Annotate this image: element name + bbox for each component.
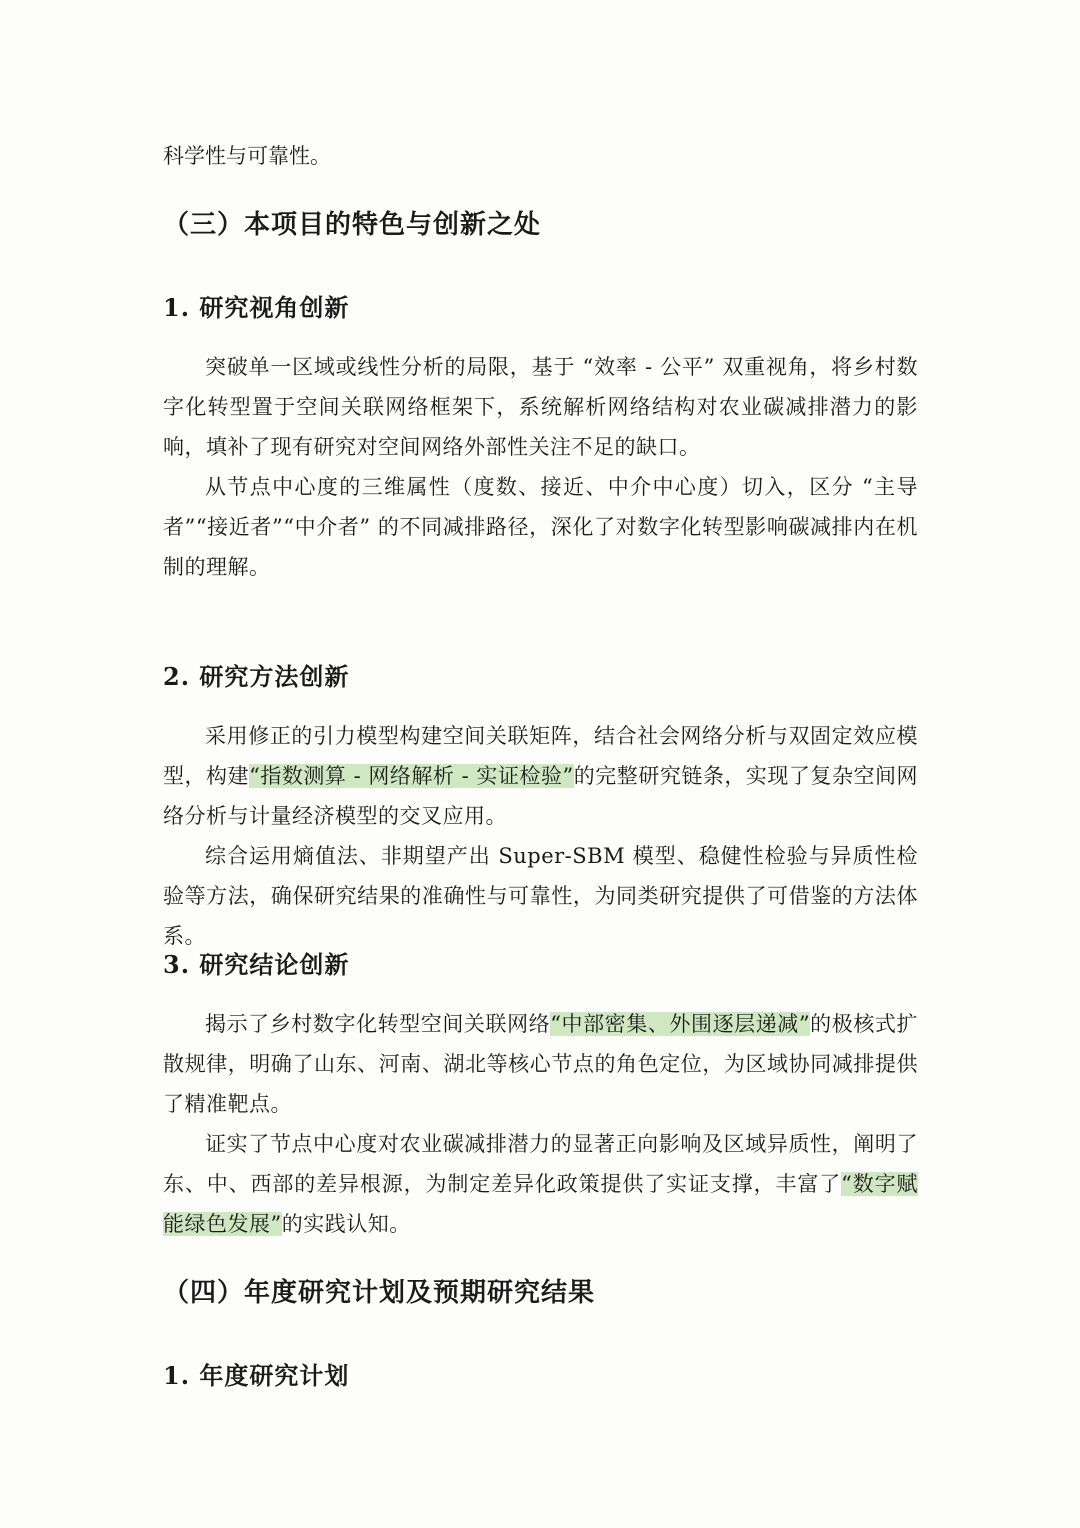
text-run: 揭示了乡村数字化转型空间关联网络 [205, 1012, 551, 1036]
subsection-1-body [163, 347, 918, 587]
subsection-1-title: 1. 研究视角创新 [163, 293, 350, 322]
subsection-2-body [163, 716, 918, 956]
text-run: 的极核式扩散规律，明确了山东、河南、湖北等核心节点的角色定位，为区域协同减排提供了精准靶点。 [163, 1012, 918, 1116]
text-run: 证实了节点中心度对农业碳减排潜力的显著正向影响及区域异质性，阐明了东、中、西部的差异根源，为制定差异化政策提供了实证支撑，丰富了 [163, 1132, 918, 1196]
paragraph [163, 1004, 918, 1124]
highlighted-phrase: “指数测算 - 网络解析 - 实证检验” [249, 764, 574, 788]
text-run: 采用修正的引力模型构建空间关联矩阵，结合社会网络分析与双固定效应模型，构建 [163, 724, 918, 788]
text-run: 的实践认知。 [281, 1212, 411, 1236]
section-3-title: （三）本项目的特色与创新之处 [163, 210, 542, 240]
highlighted-phrase: “数字赋能绿色发展” [163, 1172, 918, 1236]
paragraph: 综合运用熵值法、非期望产出 Super-SBM 模型、稳健性检验与异质性检验等方法，确保研究结果的准确性与可靠性，为同类研究提供了可借鉴的方法体系。 [163, 844, 918, 948]
subsection-3-body [163, 1004, 918, 1244]
paragraph: 从节点中心度的三维属性（度数、接近、中介中心度）切入，区分 “主导者”“接近者”“中介者” 的不同减排路径，深化了对数字化转型影响碳减排内在机制的理解。 [163, 475, 918, 579]
section-4-title: （四）年度研究计划及预期研究结果 [163, 1278, 596, 1308]
text-run: 的完整研究链条，实现了复杂空间网络分析与计量经济模型的交叉应用。 [163, 764, 919, 828]
section-4-subsection-1-title: 1. 年度研究计划 [163, 1361, 350, 1390]
paragraph: 突破单一区域或线性分析的局限，基于 “效率 - 公平” 双重视角，将乡村数字化转型置于空间关联网络框架下，系统解析网络结构对农业碳减排潜力的影响，填补了现有研究对空间网络外部性关注不足的缺口。 [163, 355, 918, 459]
subsection-2-title: 2. 研究方法创新 [163, 662, 350, 691]
paragraph [163, 716, 918, 836]
highlighted-phrase: “中部密集、外围逐层递减” [550, 1012, 811, 1036]
subsection-3-title: 3. 研究结论创新 [163, 950, 350, 979]
continuation-text: 科学性与可靠性。 [163, 144, 331, 168]
paragraph [163, 1124, 918, 1244]
